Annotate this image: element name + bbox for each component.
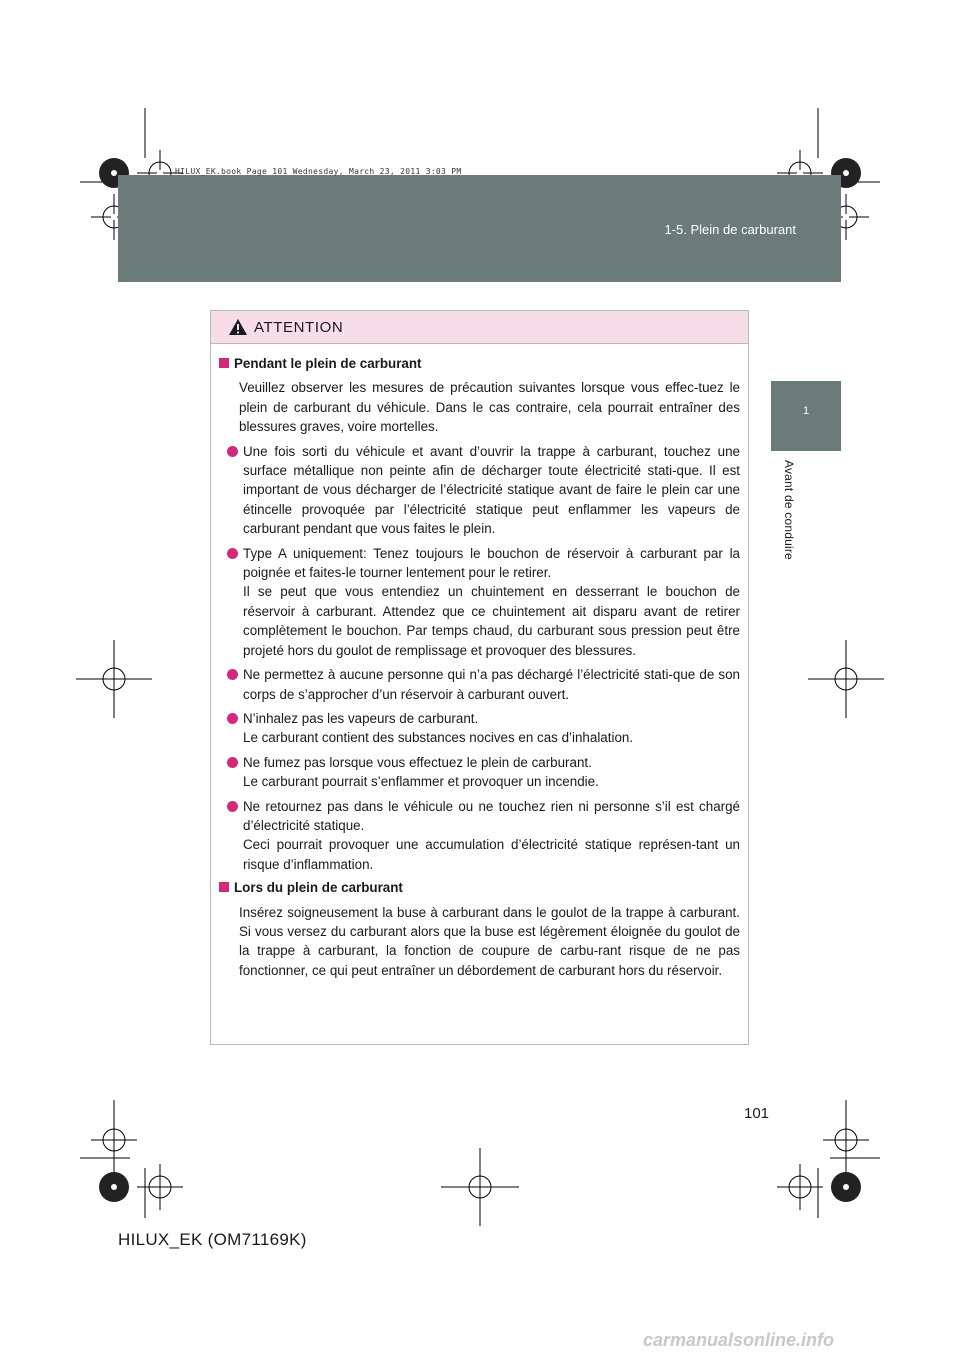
subsection-title: Pendant le plein de carburant bbox=[234, 356, 422, 371]
bullet-item bbox=[227, 753, 740, 792]
bullet-item bbox=[227, 544, 740, 660]
round-bullet-icon bbox=[227, 446, 238, 457]
bullet-line: Le carburant pourrait s’enflammer et provoquer un incendie. bbox=[243, 774, 599, 790]
chapter-tab-number: 1 bbox=[802, 405, 810, 417]
subsection-title: Lors du plein de carburant bbox=[234, 880, 403, 896]
square-bullet-icon bbox=[219, 358, 229, 368]
subsection-heading bbox=[219, 878, 740, 897]
bullet-item bbox=[227, 442, 740, 539]
bullet-line: Une fois sorti du véhicule et avant d’ouvrir la trappe à carburant, touchez une surface métallique non peinte afin de décharger toute électricité stati-que. Il est important de vous décharger de l’électricité statique avant de faire le plein car une étincelle provoquée par l’électricité statique peut enflammer les vapeurs de carburant pendant que vous faites le plein. bbox=[243, 443, 740, 537]
round-bullet-icon bbox=[227, 801, 238, 812]
bullet-line: Type A uniquement: Tenez toujours le bouchon de réservoir à carburant par la poignée et faites-le tourner lentement pour le retirer. bbox=[243, 545, 740, 581]
bullet-line: Il se peut que vous entendiez un chuintement en desserrant le bouchon de réservoir à carburant. Attendez que ce chuintement ait disparu avant de retirer complètement le bouchon. Par temps chaud, du carburant sous pression peut être projeté hors du goulot de remplissage et provoquer des blessures. bbox=[243, 584, 740, 658]
bullet-line: Le carburant contient des substances nocives en cas d’inhalation. bbox=[243, 730, 634, 746]
warning-title: ATTENTION bbox=[254, 318, 344, 336]
round-bullet-icon bbox=[227, 548, 238, 559]
subsection-intro: Insérez soigneusement la buse à carburant dans le goulot de la trappe à carburant. Si vous versez du carburant alors que la buse est légèrement éloignée du goulot de la trappe à carburant, la fonction de coupure de carbu-rant risque de ne pas fonctionner, ce qui peut entraîner un débordement de carburant hors du réservoir. bbox=[239, 904, 740, 978]
footer-model: HILUX_EK (OM71169K) bbox=[118, 1230, 307, 1249]
square-bullet-icon bbox=[219, 882, 229, 892]
bullet-line: Ne retournez pas dans le véhicule ou ne touchez rien ni personne s’il est chargé d’électricité statique. bbox=[243, 798, 740, 833]
bullet-item bbox=[227, 665, 740, 704]
warning-box bbox=[210, 310, 749, 1045]
chapter-tab-label: Avant de conduire bbox=[782, 460, 796, 560]
bullet-text bbox=[243, 709, 740, 748]
bullet-text bbox=[243, 753, 740, 792]
bullet-line: Ceci pourrait provoquer une accumulation d’électricité statique représen-tant un risque d’inflammation. bbox=[243, 837, 740, 872]
bullet-text bbox=[243, 442, 740, 539]
subsection-heading bbox=[219, 354, 740, 373]
watermark: carmanualsonline.info bbox=[643, 1330, 835, 1350]
bullet-text bbox=[243, 544, 740, 660]
warning-header bbox=[211, 311, 748, 344]
round-bullet-icon bbox=[227, 757, 238, 768]
warning-body bbox=[211, 344, 748, 994]
bullet-line: Ne fumez pas lorsque vous effectuez le plein de carburant. bbox=[243, 754, 592, 770]
bullet-line: Ne permettez à aucune personne qui n’a pas déchargé l’électricité stati-que de son corps de s’approcher d’un réservoir à carburant ouvert. bbox=[243, 667, 740, 702]
page-number: 101 bbox=[744, 1105, 770, 1122]
bullet-text bbox=[243, 665, 740, 704]
round-bullet-icon bbox=[227, 669, 238, 680]
section-title: 1-5. Plein de carburant bbox=[664, 222, 796, 237]
bullet-text bbox=[243, 797, 740, 875]
warning-triangle-icon bbox=[228, 318, 248, 336]
bullet-item bbox=[227, 709, 740, 748]
book-stamp: HILUX_EK.book Page 101 Wednesday, March 23, 2011 3:03 PM bbox=[175, 167, 462, 176]
bullet-item bbox=[227, 797, 740, 875]
round-bullet-icon bbox=[227, 713, 238, 724]
subsection-intro: Veuillez observer les mesures de précaution suivantes lorsque vous effec-tuez le plein de carburant du véhicule. Dans le cas contraire, cela pourrait entraîner des blessures graves, voire mortelles. bbox=[239, 380, 740, 435]
bullet-line: N’inhalez pas les vapeurs de carburant. bbox=[243, 710, 479, 726]
